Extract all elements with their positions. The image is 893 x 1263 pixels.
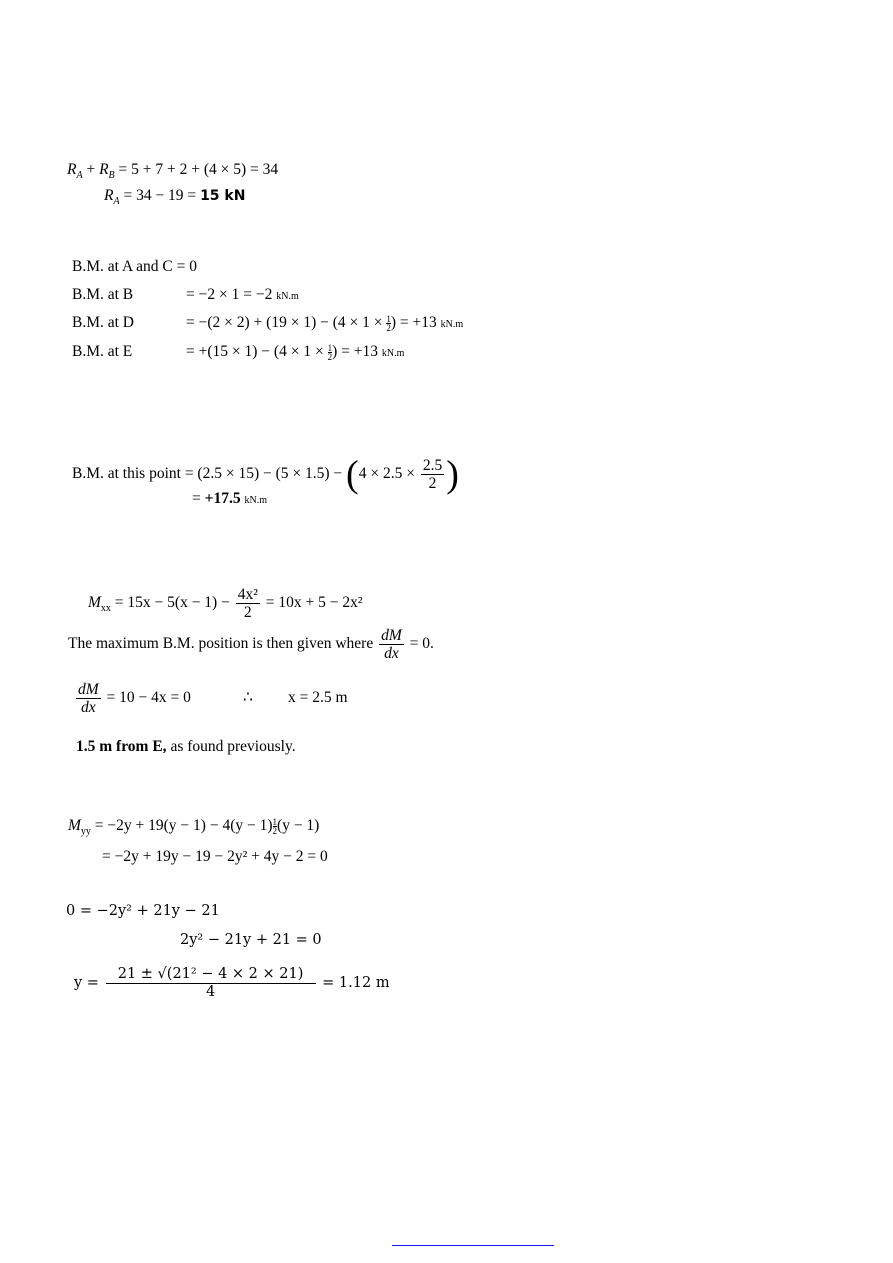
reaction-sum-rhs: = 5 + 7 + 2 + (4 × 5) = 34 — [118, 161, 279, 178]
point-bm-label: B.M. at this point = (2.5 × 15) − (5 × 1.5) − — [72, 465, 347, 482]
ra-symbol: $R_A$ — [67, 161, 83, 182]
rb-symbol: $R_B$ — [99, 161, 115, 182]
bm-d-value: = −(2 × 2) + (19 × 1) − (4 × 1 × $\frac{1}{2}$ ) = +13 kN.m — [186, 313, 464, 333]
footer-link-underline[interactable] — [392, 1245, 554, 1246]
from-e-line: 1.5 m from E, as found previously. — [76, 738, 296, 755]
point-bm-equation: B.M. at this point = (2.5 × 15) − (5 × 1.5) − (4 × 2.5 × $\frac{2.5}{2}$ ) — [72, 453, 459, 496]
bm-d-label: B.M. at D — [72, 314, 134, 331]
bm-b-unit: kN.m — [276, 291, 299, 302]
max-bm-statement: The maximum B.M. position is then given where $\frac{dM}{dx}$ = 0. — [68, 626, 434, 662]
bm-a-c-label: B.M. at A and C = 0 — [72, 258, 197, 275]
dm-dx-fraction: $\frac{dM}{dx}$ — [78, 680, 99, 716]
bm-d-line — [72, 314, 134, 332]
half-fraction: $\frac{1}{2}$ — [327, 342, 333, 362]
myy-equation-line2: = −2y + 19y − 19 − 2y² + 4y − 2 = 0 — [102, 848, 328, 865]
ra-rhs: = 34 − 19 = — [123, 187, 201, 204]
ra-value: 15 kN — [200, 188, 246, 204]
bm-b-value: = −2 × 1 = −2 kN.m — [186, 286, 299, 303]
reaction-sum-equation: $R_A + R_B = 5 + 7 + 2 + (4 \times 5) = 34$ — [67, 161, 279, 182]
bm-e-label: B.M. at E — [72, 343, 133, 360]
half-fraction: $\frac{1}{2}$ — [386, 313, 391, 333]
bm-e-unit: kN.m — [381, 348, 405, 359]
mxx-equation: $M_{xx} = 15x - 5(x - 1)$ − $\frac{\text{4x²}}{2}$ = 10x + 5 − 2x² — [88, 585, 363, 621]
mxx-fraction: $\frac{\text{4x²}}{2}$ — [237, 585, 258, 621]
myy-equation-line1: $M_{yy} = -2y + 19(y - 1) - 4(y - 1)$ $\frac{1}{2}$ (y − 1) — [68, 816, 320, 838]
derivative-equation: $\frac{dM}{dx}$ = 10 − 4x = 0 — [78, 680, 191, 716]
x-result: x = 2.5 m — [288, 689, 348, 706]
quadratic-formula: y = $\frac{\text{21 ± √(21² − 4 × 2 × 21)}}{4}$ = 1.12 m — [74, 965, 390, 1000]
point-bm-fraction: $\frac{2.5}{2}$ — [422, 456, 443, 492]
bm-b-line — [72, 286, 133, 304]
quadratic-line1: 0 = −2y² + 21y − 21 — [66, 903, 220, 919]
bm-d-unit: kN.m — [440, 319, 464, 330]
therefore-symbol: ∴ — [243, 689, 253, 706]
point-bm-value: +17.5 — [204, 490, 241, 507]
dm-dx-fraction: $\frac{dM}{dx}$ — [381, 626, 402, 662]
point-bm-result: = +17.5 kN.m — [192, 490, 267, 507]
quadratic-line2: 2y² − 21y + 21 = 0 — [180, 932, 322, 948]
half-fraction: $\frac{1}{2}$ — [272, 816, 278, 836]
bm-e-line — [72, 343, 132, 361]
ra-equation: $R_A = 34 - 19 = 15$ kN — [104, 187, 246, 208]
bm-a-c-line — [72, 258, 197, 276]
bm-e-value: = +(15 × 1) − (4 × 1 × $\frac{1}{2}$ ) = +13 kN.m — [186, 342, 405, 362]
bm-b-label: B.M. at B — [72, 286, 134, 303]
point-bm-unit: kN.m — [244, 495, 267, 506]
quadratic-fraction: $\frac{\text{21 ± √(21² − 4 × 2 × 21)}}{4}$ — [106, 966, 316, 1001]
